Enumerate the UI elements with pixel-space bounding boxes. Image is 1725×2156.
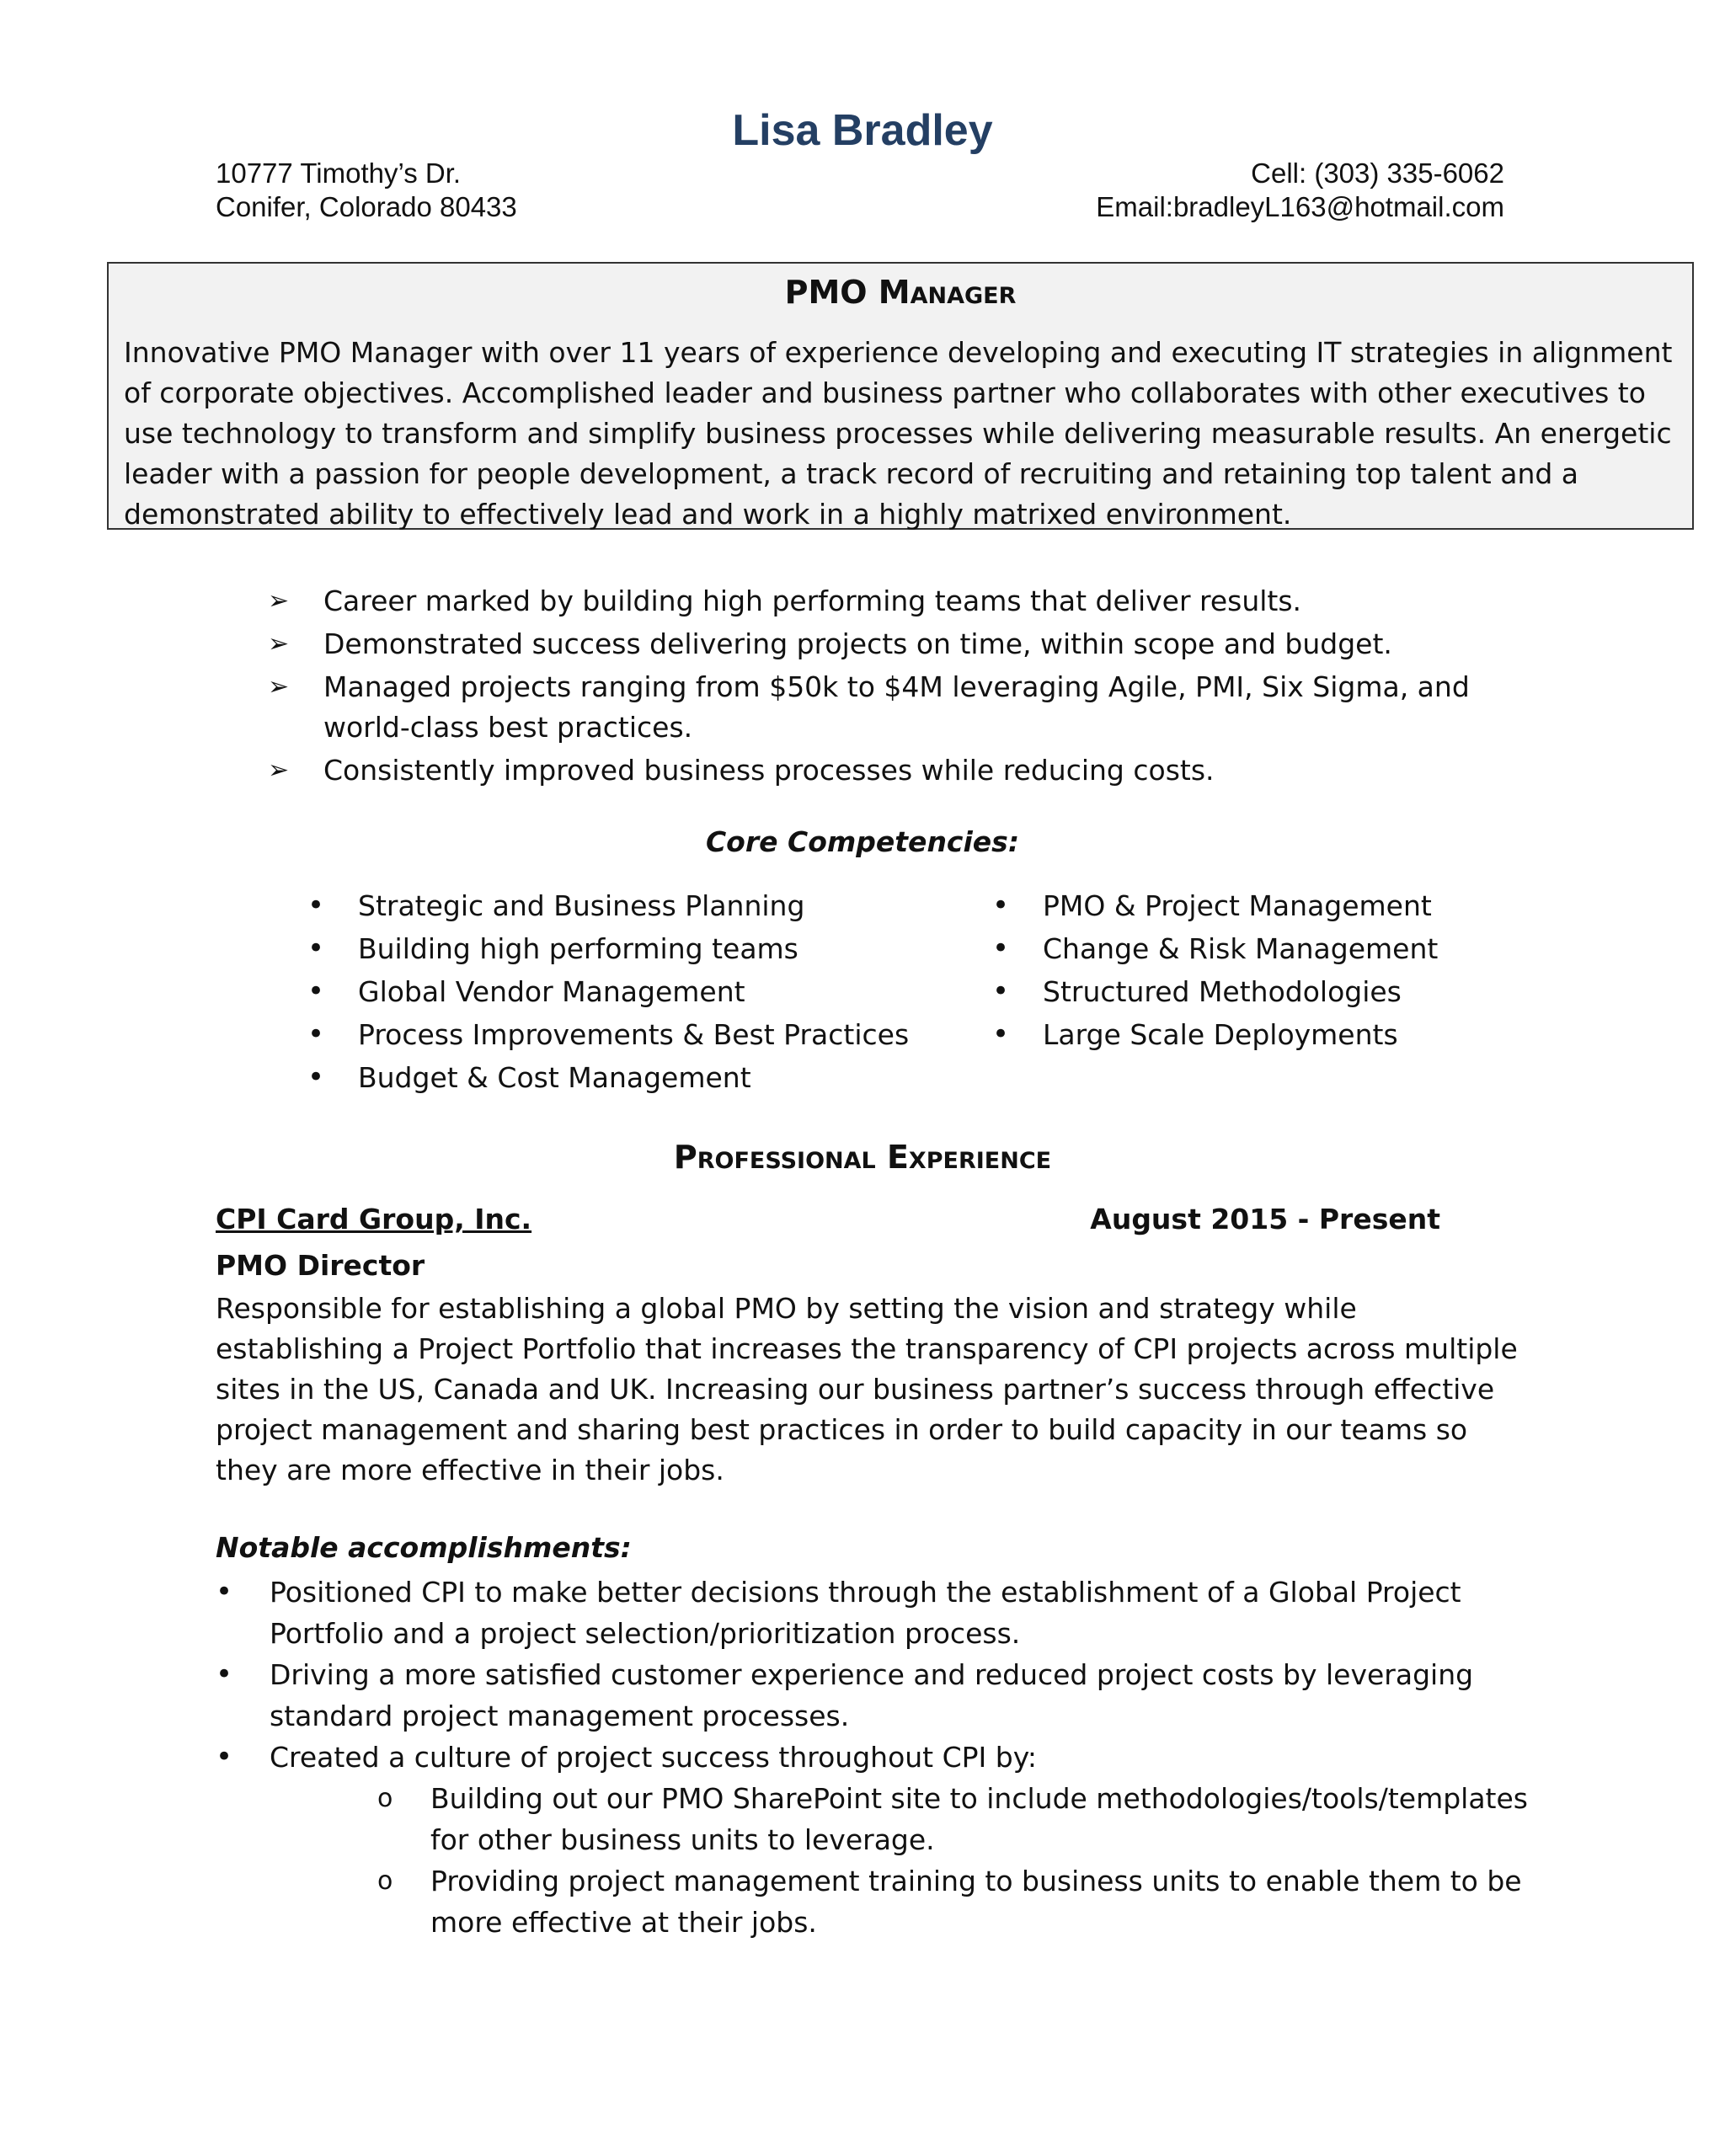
accomplishment-sub-item <box>377 1860 1530 1943</box>
competency-text: Change & Risk Management <box>1043 932 1439 965</box>
bullet-icon: • <box>992 931 1010 965</box>
competency-text: PMO & Project Management <box>1043 889 1432 922</box>
summary-title: PMO Manager <box>784 274 1017 311</box>
arrow-bullet-icon: ➢ <box>268 586 290 616</box>
competency-item <box>307 970 948 1013</box>
competency-text: Large Scale Deployments <box>1043 1018 1398 1051</box>
bullet-icon: • <box>216 1575 233 1609</box>
competency-item <box>992 927 1632 970</box>
summary-box <box>107 262 1694 530</box>
accomplishments-list <box>216 1572 1530 1943</box>
highlight-text: Demonstrated success delivering projects on time, within scope and budget. <box>323 627 1392 660</box>
accomplishment-sub-text: Providing project management training to business units to enable them to be more effective at their jobs. <box>430 1865 1522 1939</box>
competency-text: Process Improvements & Best Practices <box>358 1018 910 1051</box>
company-name: CPI Card Group, Inc. <box>216 1203 532 1235</box>
accomplishment-item <box>216 1737 1530 1943</box>
highlight-item <box>268 624 1531 664</box>
highlight-text: Managed projects ranging from $50k to $4M leveraging Agile, PMI, Six Sigma, and world-class best practices. <box>323 670 1470 744</box>
bullet-icon: • <box>307 889 325 922</box>
accomplishment-item <box>216 1654 1530 1737</box>
job-title: PMO Director <box>216 1249 425 1282</box>
professional-experience-title: Professional Experience <box>673 1139 1052 1176</box>
competency-text: Strategic and Business Planning <box>358 889 805 922</box>
bullet-icon: • <box>307 974 325 1008</box>
job-description: Responsible for establishing a global PMO by setting the vision and strategy while establishing a Project Portfolio that increases the transparency of CPI projects across multiple sites in the US, Canada and UK. Increasing our business partner’s success through effective project management and sharing best practices in order to build capacity in our teams so they are more effective in their jobs. <box>216 1292 1518 1486</box>
accomplishment-item <box>216 1572 1530 1654</box>
accomplishment-text: Positioned CPI to make better decisions through the establishment of a Global Project Portfolio and a project selection/prioritization process. <box>270 1576 1461 1650</box>
highlight-text: Consistently improved business processes while reducing costs. <box>323 754 1215 787</box>
summary-text: Innovative PMO Manager with over 11 years of experience developing and executing IT strategies in alignment of corporate objectives. Accomplished leader and business partner who collaborates with other executives to use technology to transform and simplify business processes while delivering measurable results. An energetic leader with a passion for people development, a track record of recruiting and retaining top talent and a demonstrated ability to effectively lead and work in a highly matrixed environment. <box>124 336 1673 531</box>
phone-number: Cell: (303) 335-6062 <box>1251 157 1504 189</box>
bullet-icon: • <box>992 889 1010 922</box>
circle-bullet-icon: o <box>377 1784 393 1813</box>
competency-item <box>992 1013 1632 1056</box>
circle-bullet-icon: o <box>377 1866 393 1896</box>
competency-item <box>307 1013 948 1056</box>
bullet-icon: • <box>307 1017 325 1051</box>
address-line-1: 10777 Timothy’s Dr. <box>216 157 462 189</box>
accomplishment-sub-item <box>377 1778 1530 1860</box>
competencies-right-column <box>992 884 1632 1056</box>
candidate-name: Lisa Bradley <box>732 106 993 155</box>
accomplishment-sub-list <box>270 1778 1530 1943</box>
arrow-bullet-icon: ➢ <box>268 672 290 702</box>
competency-item <box>992 884 1632 927</box>
accomplishment-text: Created a culture of project success throughout CPI by: <box>270 1741 1037 1774</box>
arrow-bullet-icon: ➢ <box>268 755 290 785</box>
highlight-item <box>268 667 1531 748</box>
accomplishment-text: Driving a more satisfied customer experience and reduced project costs by leveraging standard project management processes. <box>270 1658 1474 1732</box>
bullet-icon: • <box>992 1017 1010 1051</box>
bullet-icon: • <box>216 1740 233 1774</box>
bullet-icon: • <box>307 931 325 965</box>
bullet-icon: • <box>216 1657 233 1691</box>
competency-text: Building high performing teams <box>358 932 798 965</box>
competency-item <box>307 1056 948 1099</box>
address-block <box>216 157 517 224</box>
highlight-item <box>268 581 1531 622</box>
accomplishment-sub-text: Building out our PMO SharePoint site to include methodologies/tools/templates for other business units to leverage. <box>430 1782 1528 1856</box>
highlight-item <box>268 750 1531 791</box>
bullet-icon: • <box>992 974 1010 1008</box>
bullet-icon: • <box>307 1060 325 1094</box>
competencies-left-column <box>307 884 948 1099</box>
competency-text: Structured Methodologies <box>1043 975 1402 1008</box>
notable-accomplishments-title: Notable accomplishments: <box>216 1531 632 1564</box>
competency-item <box>992 970 1632 1013</box>
highlights-list <box>268 581 1531 793</box>
email-address: Email:bradleyL163@hotmail.com <box>1096 191 1504 222</box>
arrow-bullet-icon: ➢ <box>268 629 290 659</box>
contact-block <box>1096 157 1504 224</box>
competency-text: Budget & Cost Management <box>358 1061 751 1094</box>
competency-text: Global Vendor Management <box>358 975 745 1008</box>
competency-item <box>307 927 948 970</box>
employment-dates: August 2015 - Present <box>1090 1203 1440 1235</box>
highlight-text: Career marked by building high performing teams that deliver results. <box>323 584 1302 617</box>
address-line-2: Conifer, Colorado 80433 <box>216 191 517 222</box>
competency-item <box>307 884 948 927</box>
core-competencies-title: Core Competencies: <box>705 825 1020 858</box>
